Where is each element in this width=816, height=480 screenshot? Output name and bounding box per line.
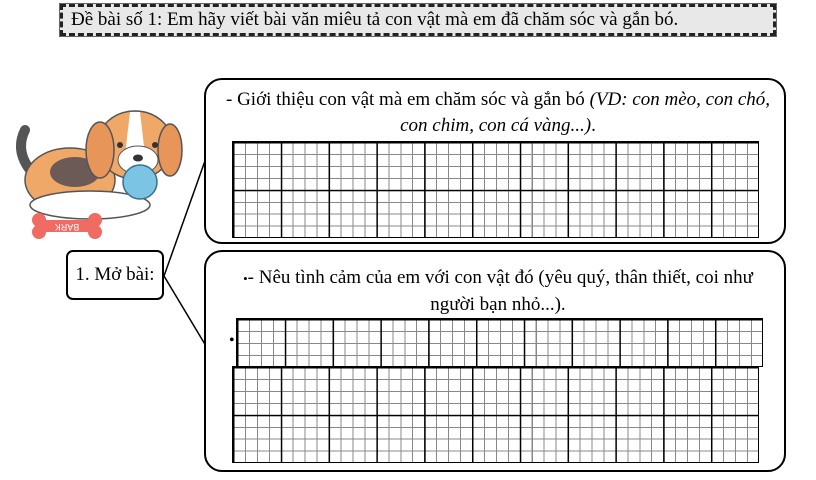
bone-text: BARK <box>54 222 80 232</box>
section-label: 1. Mở bài: <box>66 250 164 300</box>
bullet-mark: • <box>229 332 235 349</box>
intro-prompt-2 <box>220 265 776 318</box>
prompt-end: . <box>591 115 596 136</box>
prompt-text: - Giới thiệu con vật mà em chăm sóc và gắn bó <box>226 89 590 110</box>
intro-prompt-1 <box>220 87 776 139</box>
dog-illustration <box>5 100 195 250</box>
bullet: • <box>243 271 248 286</box>
prompt-example: (VD: con mèo, con chó, con chim, con cá vàng...) <box>400 89 770 136</box>
prompt-text: - Nêu tình cảm của em với con vật đó (yêu quý, thân thiết, coi như người bạn nhỏ...). <box>247 267 753 315</box>
writing-grid-2-line-1[interactable] <box>236 318 763 367</box>
intro-box-1 <box>204 78 786 244</box>
assignment-title: Đề bài số 1: Em hãy viết bài văn miêu tả con vật mà em đã chăm sóc và gắn bó. <box>60 4 776 36</box>
writing-grid-1[interactable] <box>232 141 759 238</box>
intro-box-2 <box>204 250 786 472</box>
writing-grid-2[interactable] <box>232 366 759 463</box>
